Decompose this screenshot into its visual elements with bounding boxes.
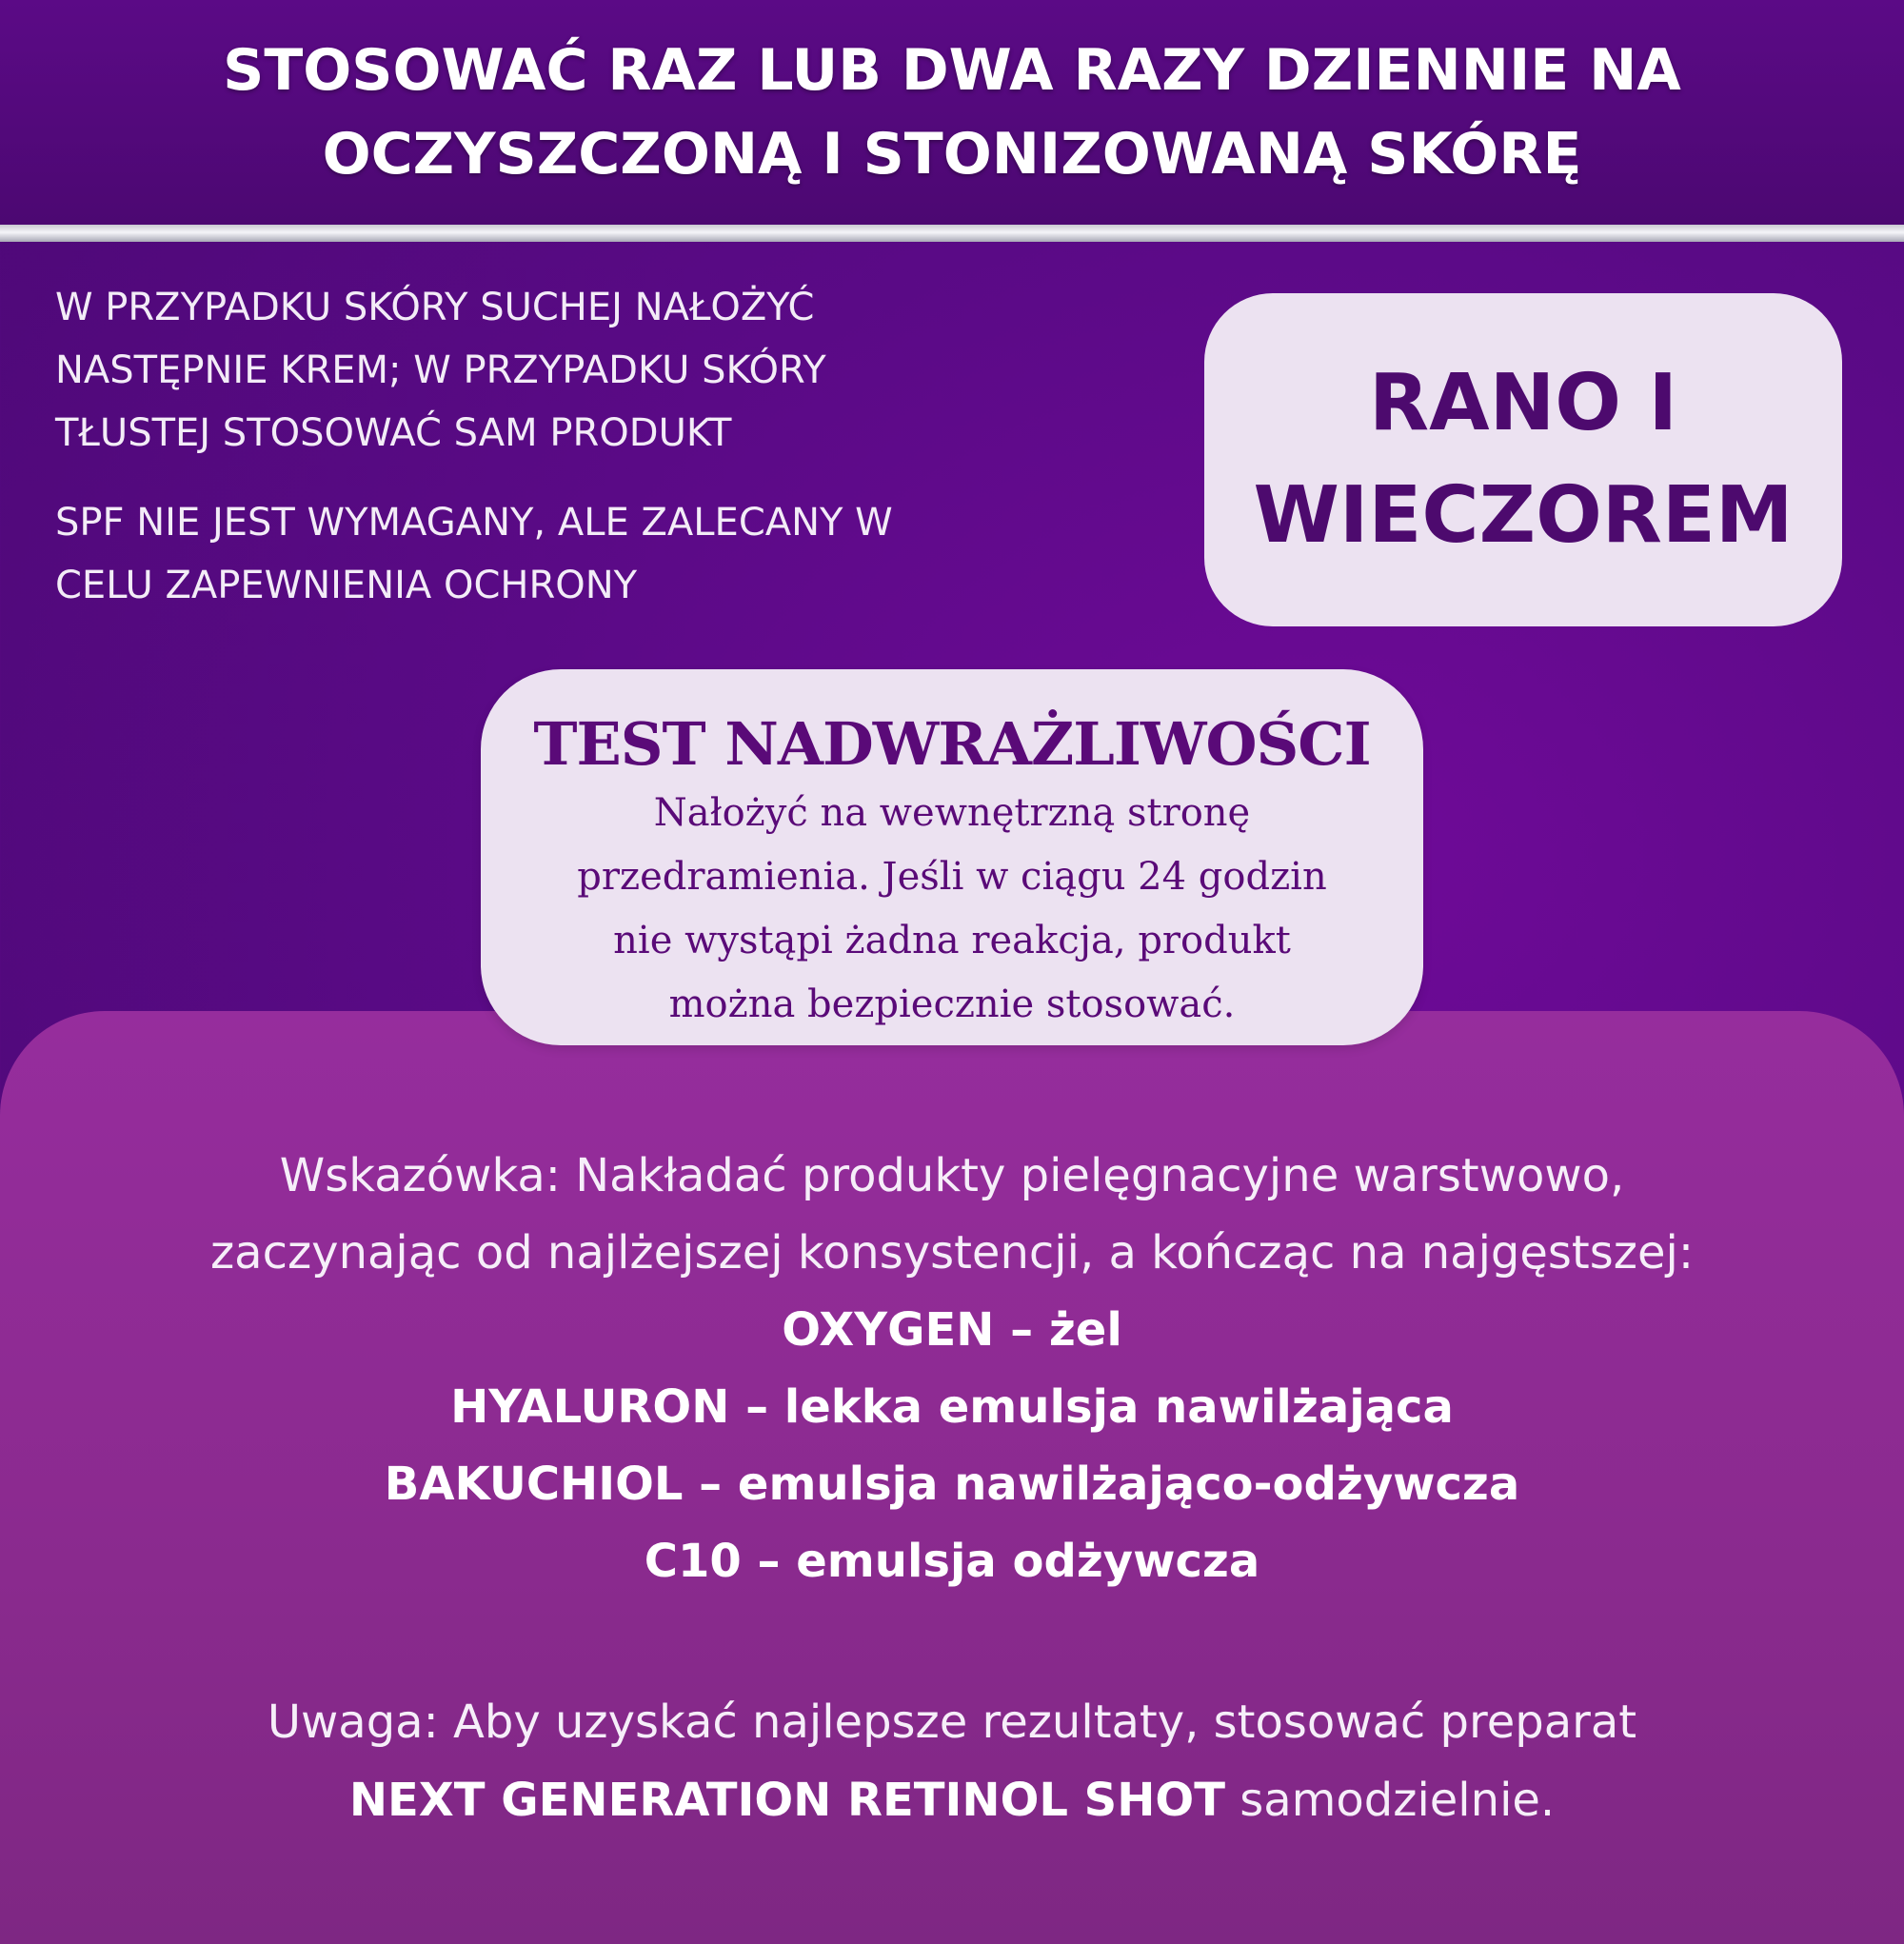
spf-note-line: SPF NIE JEST WYMAGANY, ALE ZALECANY W [55, 501, 893, 545]
header-banner [0, 0, 1904, 225]
note-line-2 [0, 1761, 1904, 1839]
dry-skin-note-line: W PRZYPADKU SKÓRY SUCHEJ NAŁOŻYĆ [55, 286, 815, 329]
layering-tip [0, 1138, 1904, 1600]
tip-intro-line: Wskazówka: Nakładać produkty pielęgnacyjne warstwowo, [279, 1149, 1625, 1202]
header-title-line-1: STOSOWAĆ RAZ LUB DWA RAZY DZIENNIE NA [223, 37, 1681, 104]
spf-note-line: CELU ZAPEWNIENIA OCHRONY [55, 564, 638, 607]
sensitivity-test-body-line: przedramienia. Jeśli w ciągu 24 godzin [577, 855, 1327, 899]
product-c10: C10 – emulsja odżywcza [644, 1535, 1260, 1588]
tip-intro-line: zaczynając od najlżejszej konsystencji, a kończąc na najgęstszej: [209, 1226, 1694, 1279]
retinol-note [0, 1683, 1904, 1839]
note-line-1: Uwaga: Aby uzyskać najlepsze rezultaty, stosować preparat [267, 1696, 1637, 1749]
product-oxygen: OXYGEN – żel [782, 1303, 1122, 1357]
dry-skin-note-line: TŁUSTEJ STOSOWAĆ SAM PRODUKT [55, 411, 732, 455]
sensitivity-test-card [481, 669, 1423, 1045]
product-bakuchiol: BAKUCHIOL – emulsja nawilżająco-odżywcza [384, 1458, 1520, 1511]
dry-skin-note-line: NASTĘPNIE KREM; W PRZYPADKU SKÓRY [55, 348, 826, 392]
silver-divider [0, 225, 1904, 242]
spf-note [55, 491, 1179, 617]
time-card-line-1: RANO I [1369, 358, 1677, 448]
sensitivity-test-title: TEST NADWRAŻLIWOŚCI [533, 709, 1371, 779]
retinol-product-name: NEXT GENERATION RETINOL SHOT [348, 1774, 1225, 1827]
sensitivity-test-body-line: można bezpiecznie stosować. [668, 982, 1236, 1026]
product-hyaluron: HYALURON – lekka emulsja nawilżająca [450, 1380, 1454, 1434]
header-title-line-2: OCZYSZCZONĄ I STONIZOWANĄ SKÓRĘ [322, 121, 1582, 188]
note-suffix: samodzielnie. [1224, 1774, 1556, 1827]
time-card-line-2: WIECZOREM [1253, 470, 1794, 561]
sensitivity-test-body-line: Nałożyć na wewnętrzną stronę [653, 791, 1251, 835]
usage-notes [55, 276, 1179, 644]
dry-skin-note [55, 276, 1179, 465]
time-of-day-card [1204, 293, 1842, 626]
sensitivity-test-body-line: nie wystąpi żadna reakcja, produkt [613, 919, 1291, 962]
